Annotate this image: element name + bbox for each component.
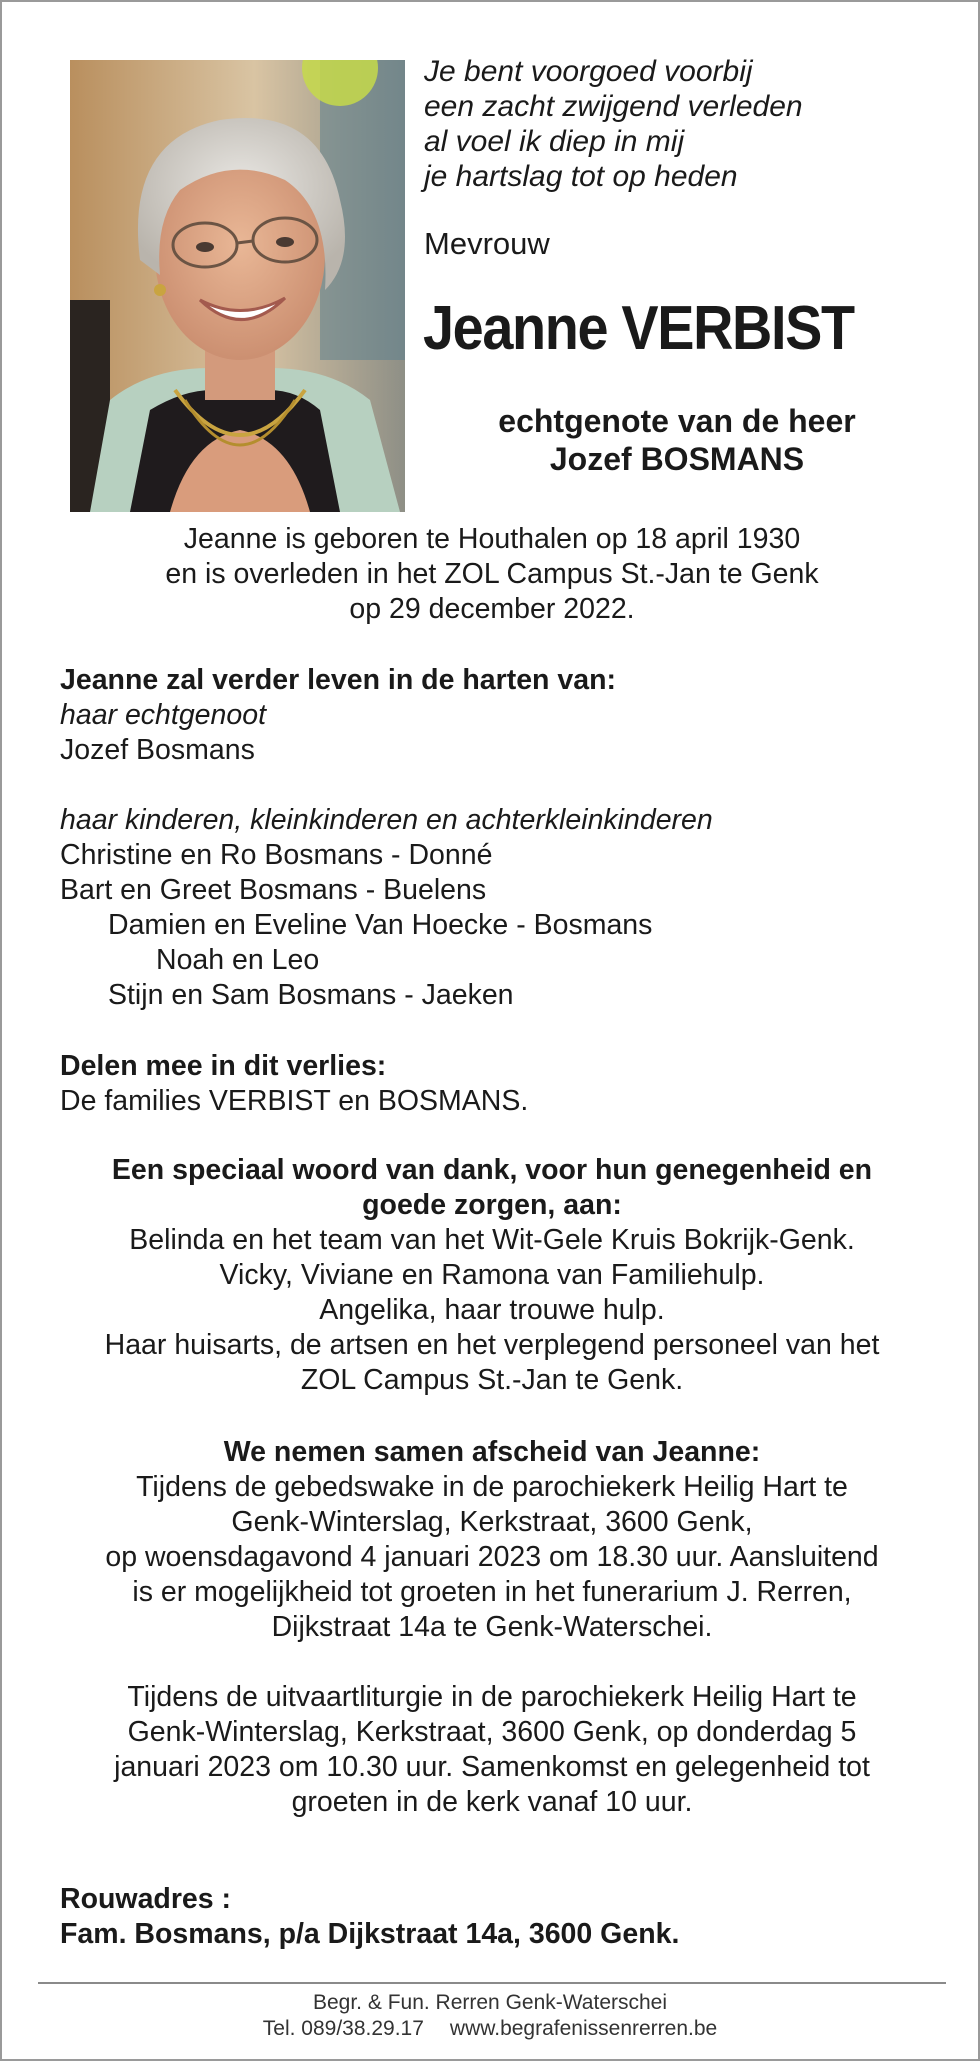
address-heading: Rouwadres : bbox=[60, 1883, 232, 1915]
thanks-line: Haar huisarts, de artsen en het verplegend personeel van het bbox=[104, 1329, 880, 1361]
info-line: op 29 december 2022. bbox=[349, 593, 635, 625]
website-link[interactable]: www.begrafenissenrerren.be bbox=[449, 2017, 718, 2040]
funeral-line: januari 2023 om 10.30 uur. Samenkomst en gelegenheid tot bbox=[114, 1751, 870, 1783]
family-heading: Jeanne zal verder leven in de harten van: bbox=[60, 664, 616, 696]
thanks-line: Vicky, Viviane en Ramona van Familiehulp. bbox=[219, 1259, 765, 1291]
spouse-line bbox=[422, 402, 932, 478]
deceased-name: Jeanne VERBIST bbox=[423, 294, 854, 363]
wake-line: Genk-Winterslag, Kerkstraat, 3600 Genk, bbox=[231, 1506, 753, 1538]
family-line: Bart en Greet Bosmans - Buelens bbox=[60, 874, 487, 906]
wake-line: op woensdagavond 4 januari 2023 om 18.30 uur. Aansluitend bbox=[105, 1541, 879, 1573]
share-heading: Delen mee in dit verlies: bbox=[60, 1050, 387, 1082]
funeral-line: Genk-Winterslag, Kerkstraat, 3600 Genk, op donderdag 5 bbox=[127, 1716, 857, 1748]
poem-line: Je bent voorgoed voorbij bbox=[424, 55, 753, 88]
thanks-heading: Een speciaal woord van dank, voor hun genegenheid en bbox=[111, 1154, 873, 1186]
portrait-photo bbox=[70, 60, 405, 512]
family-line: Stijn en Sam Bosmans - Jaeken bbox=[108, 979, 514, 1011]
spouse-label: haar echtgenoot bbox=[60, 699, 266, 731]
spouse-name-line: Jozef Bosmans bbox=[60, 734, 255, 766]
thanks-line: Belinda en het team van het Wit-Gele Kruis Bokrijk-Genk. bbox=[129, 1224, 855, 1256]
footer-divider bbox=[38, 1982, 946, 1984]
funeral-line: groeten in de kerk vanaf 10 uur. bbox=[291, 1786, 693, 1818]
contact-line bbox=[2, 2016, 978, 2042]
poem-line: je hartslag tot op heden bbox=[424, 160, 738, 193]
thanks-line: Angelika, haar trouwe hulp. bbox=[319, 1294, 665, 1326]
wake-line: Tijdens de gebedswake in de parochiekerk Heilig Hart te bbox=[136, 1471, 848, 1503]
funeral-home-name: Begr. & Fun. Rerren Genk-Waterschei bbox=[312, 1991, 668, 2014]
honorific: Mevrouw bbox=[424, 226, 550, 261]
birth-death-info bbox=[32, 522, 952, 627]
share-text: De families VERBIST en BOSMANS. bbox=[60, 1085, 529, 1117]
poem-line: al voel ik diep in mij bbox=[424, 125, 685, 158]
spouse-name: Jozef BOSMANS bbox=[549, 441, 805, 477]
share-section bbox=[60, 1049, 960, 1119]
family-line: Damien en Eveline Van Hoecke - Bosmans bbox=[108, 909, 653, 941]
farewell-heading: We nemen samen afscheid van Jeanne: bbox=[223, 1436, 761, 1468]
address-text: Fam. Bosmans, p/a Dijkstraat 14a, 3600 Genk. bbox=[60, 1918, 680, 1950]
poem-line: een zacht zwijgend verleden bbox=[424, 90, 803, 123]
portrait-illustration bbox=[70, 60, 405, 512]
family-line: Noah en Leo bbox=[156, 944, 320, 976]
phone-number: Tel. 089/38.29.17 bbox=[262, 2017, 424, 2040]
footer bbox=[2, 1990, 978, 2042]
poem bbox=[424, 54, 944, 194]
info-line: en is overleden in het ZOL Campus St.-Jan te Genk bbox=[165, 558, 819, 590]
info-line: Jeanne is geboren te Houthalen op 18 april 1930 bbox=[183, 523, 801, 555]
farewell-section bbox=[32, 1435, 952, 1820]
funeral-line: Tijdens de uitvaartliturgie in de parochiekerk Heilig Hart te bbox=[127, 1681, 857, 1713]
wake-line: Dijkstraat 14a te Genk-Waterschei. bbox=[271, 1611, 713, 1643]
thanks-heading: goede zorgen, aan: bbox=[362, 1189, 622, 1221]
children-label: haar kinderen, kleinkinderen en achterkleinkinderen bbox=[60, 804, 713, 836]
wake-line: is er mogelijkheid tot groeten in het funerarium J. Rerren, bbox=[132, 1576, 852, 1608]
family-section bbox=[60, 663, 960, 1013]
thanks-line: ZOL Campus St.-Jan te Genk. bbox=[300, 1364, 684, 1396]
thanks-section bbox=[32, 1153, 952, 1398]
spouse-relation: echtgenote van de heer bbox=[498, 403, 856, 439]
address-section bbox=[60, 1882, 960, 1952]
family-line: Christine en Ro Bosmans - Donné bbox=[60, 839, 493, 871]
